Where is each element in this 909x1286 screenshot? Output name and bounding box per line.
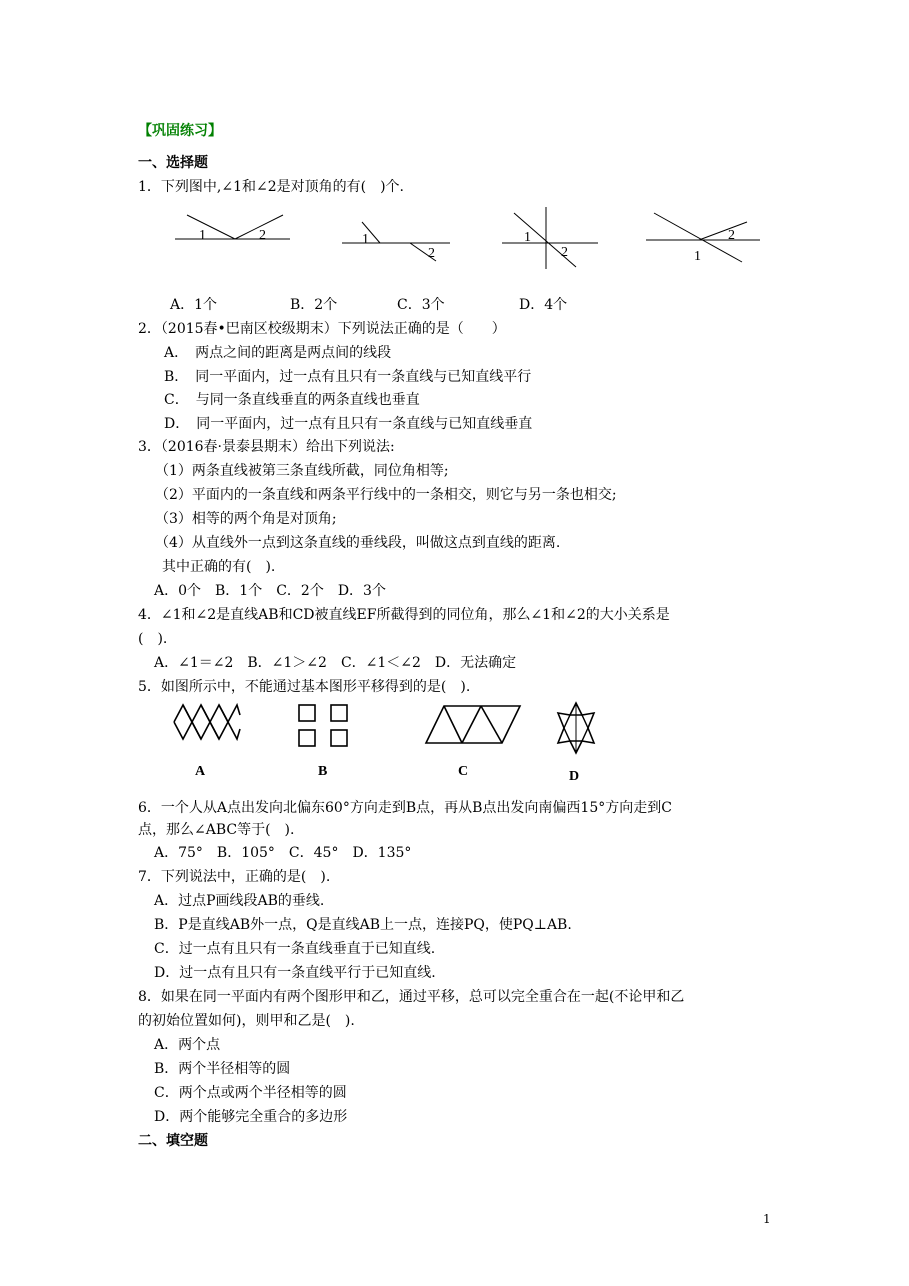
q5-fig-label-a: A — [195, 764, 206, 779]
q6-options: A．75° B．105° C．45° D．135° — [154, 845, 412, 861]
q5-fig-label-b: B — [318, 764, 328, 779]
q8-option-d: D．两个能够完全重合的多边形 — [154, 1109, 348, 1125]
q2-option-c: C． 与同一条直线垂直的两条直线也垂直 — [164, 392, 420, 408]
q7-stem: 7．下列说法中，正确的是( ). — [138, 869, 331, 885]
q1-fig2-label-2: 2 — [428, 246, 435, 261]
q1-fig3-label-1: 1 — [524, 230, 531, 245]
q1-fig1-label-1: 1 — [199, 228, 206, 243]
q5-figure-b — [297, 703, 353, 749]
q8-stem-line2: 的初始位置如何)，则甲和乙是( ). — [138, 1013, 355, 1029]
q2-option-a: A． 两点之间的距离是两点间的线段 — [164, 345, 392, 361]
q7-option-a: A．过点P画线段AB的垂线. — [154, 893, 325, 909]
q1-option-a: A．1个 — [170, 297, 218, 313]
q5-figure-d — [550, 701, 602, 755]
q7-option-c: C．过一点有且只有一条直线垂直于已知直线. — [154, 941, 436, 957]
q1-fig4-label-2: 2 — [728, 228, 735, 243]
q3-item-3: （3）相等的两个角是对顶角; — [155, 511, 337, 527]
q1-fig3-label-2: 2 — [561, 245, 568, 260]
q5-figure-a — [172, 703, 242, 743]
q4-stem-line2: ( ). — [138, 631, 168, 647]
q2-stem: 2．（2015春•巴南区校级期末）下列说法正确的是（ ） — [138, 321, 506, 337]
q1-option-d: D．4个 — [519, 297, 568, 313]
q1-figure-1 — [170, 208, 295, 253]
q1-option-c: C．3个 — [397, 297, 445, 313]
q8-option-c: C．两个点或两个半径相等的圆 — [154, 1085, 347, 1101]
section-title: 【巩固练习】 — [138, 123, 222, 139]
q1-figure-4 — [644, 210, 764, 265]
q2-option-d: D． 同一平面内，过一点有且只有一条直线与已知直线垂直 — [164, 416, 533, 432]
q6-stem-line2: 点，那么∠ABC等于( ). — [138, 822, 295, 838]
q1-figure-2 — [338, 215, 458, 265]
q1-fig4-label-1: 1 — [694, 249, 701, 264]
q6-stem-line1: 6．一个人从A点出发向北偏东60°方向走到B点，再从B点出发向南偏西15°方向走到C — [138, 800, 672, 816]
q2-option-b: B． 同一平面内，过一点有且只有一条直线与已知直线平行 — [164, 369, 532, 385]
q5-fig-label-d: D — [569, 769, 580, 784]
part2-heading: 二、填空题 — [138, 1133, 208, 1149]
q1-option-b: B．2个 — [290, 297, 338, 313]
q4-options: A．∠1＝∠2 B．∠1＞∠2 C．∠1＜∠2 D．无法确定 — [154, 655, 517, 671]
q7-option-b: B．P是直线AB外一点，Q是直线AB上一点，连接PQ，使PQ⊥AB. — [154, 917, 572, 933]
q1-figure-3 — [500, 205, 602, 271]
q3-item-1: （1）两条直线被第三条直线所截，同位角相等; — [155, 463, 449, 479]
q4-stem-line1: 4．∠1和∠2是直线AB和CD被直线EF所截得到的同位角，那么∠1和∠2的大小关系是 — [138, 607, 670, 623]
q8-option-b: B．两个半径相等的圆 — [154, 1061, 291, 1077]
q3-options: A．0个 B．1个 C．2个 D．3个 — [154, 583, 386, 599]
q1-stem: 1．下列图中,∠1和∠2是对顶角的有( )个. — [138, 179, 405, 195]
q5-stem: 5．如图所示中，不能通过基本图形平移得到的是( ). — [138, 679, 471, 695]
q3-item-2: （2）平面内的一条直线和两条平行线中的一条相交，则它与另一条也相交; — [155, 487, 617, 503]
q3-stem: 3．（2016春·景泰县期末）给出下列说法: — [138, 439, 395, 455]
page-number: 1 — [763, 1212, 771, 1226]
q1-fig2-label-1: 1 — [362, 232, 369, 247]
q7-option-d: D．过一点有且只有一条直线平行于已知直线. — [154, 965, 436, 981]
q8-option-a: A．两个点 — [154, 1037, 221, 1053]
q8-stem-line1: 8．如果在同一平面内有两个图形甲和乙，通过平移，总可以完全重合在一起(不论甲和乙 — [138, 989, 685, 1005]
q5-figure-c — [424, 704, 524, 746]
q3-question: 其中正确的有( ). — [162, 559, 276, 575]
q1-fig1-label-2: 2 — [259, 228, 266, 243]
q5-fig-label-c: C — [458, 764, 469, 779]
part1-heading: 一、选择题 — [138, 155, 208, 171]
q3-item-4: （4）从直线外一点到这条直线的垂线段，叫做这点到直线的距离. — [155, 535, 561, 551]
